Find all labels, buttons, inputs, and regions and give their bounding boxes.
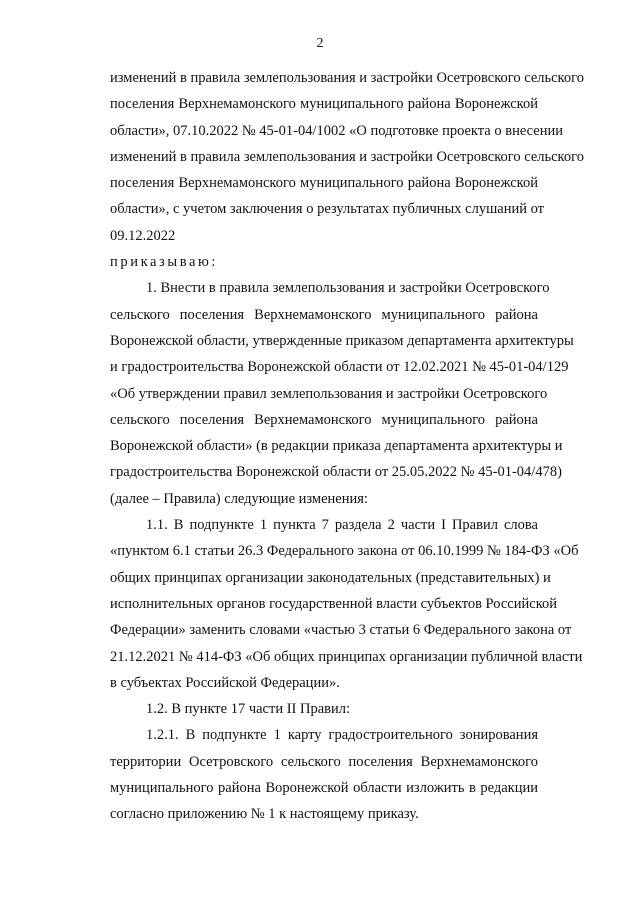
text-line: общих принципах организации законодательных (представительных) и: [110, 569, 551, 586]
text-line: 09.12.2022: [110, 227, 176, 244]
text-line: согласно приложению № 1 к настоящему приказу.: [110, 806, 419, 823]
text-line: Воронежской области, утвержденные приказом департамента архитектуры: [110, 332, 574, 349]
text-line: в субъектах Российской Федерации».: [110, 674, 340, 691]
text-line: «пунктом 6.1 статьи 26.3 Федерального закона от 06.10.1999 № 184-ФЗ «Об: [110, 543, 579, 560]
text-line: изменений в правила землепользования и застройки Осетровского сельского: [110, 70, 584, 86]
text-line: изменений в правила землепользования и застройки Осетровского сельского: [110, 148, 584, 165]
document-body: [110, 65, 584, 828]
text-line: 1.2.1. В подпункте 1 карту градостроительного зонирования: [146, 727, 538, 744]
text-line: и градостроительства Воронежской области от 12.02.2021 № 45-01-04/129: [110, 359, 569, 376]
page-number: 2: [316, 36, 324, 51]
text-line: 21.12.2021 № 414-ФЗ «Об общих принципах организации публичной власти: [110, 648, 583, 665]
text-line: 1.1. В подпункте 1 пункта 7 раздела 2 части I Правил слова: [146, 517, 538, 534]
text-line: «Об утверждении правил землепользования и застройки Осетровского: [110, 385, 548, 402]
text-line: приказываю:: [110, 254, 219, 271]
text-line: 1. Внести в правила землепользования и застройки Осетровского: [146, 280, 550, 297]
text-line: поселения Верхнемамонского муниципального района Воронежской: [110, 96, 538, 113]
text-line: территории Осетровского сельского поселения Верхнемамонского: [110, 753, 538, 770]
text-line: сельского поселения Верхнемамонского муниципального района: [110, 411, 538, 428]
text-line: (далее – Правила) следующие изменения:: [110, 490, 368, 507]
text-line: области», с учетом заключения о результатах публичных слушаний от: [110, 201, 544, 218]
text-line: сельского поселения Верхнемамонского муниципального района: [110, 306, 538, 323]
text-line: Воронежской области» (в редакции приказа департамента архитектуры и: [110, 438, 563, 455]
text-line: исполнительных органов государственной власти субъектов Российской: [110, 595, 558, 612]
text-line: градостроительства Воронежской области от 25.05.2022 № 45-01-04/478): [110, 464, 562, 481]
text-line: Федерации» заменить словами «частью 3 статьи 6 Федерального закона от: [110, 622, 572, 639]
text-line: поселения Верхнемамонского муниципального района Воронежской: [110, 175, 538, 192]
text-line: области», 07.10.2022 № 45-01-04/1002 «О подготовке проекта о внесении: [110, 122, 563, 139]
text-line: муниципального района Воронежской области изложить в редакции: [110, 780, 538, 797]
text-line: 1.2. В пункте 17 части II Правил:: [146, 701, 351, 718]
